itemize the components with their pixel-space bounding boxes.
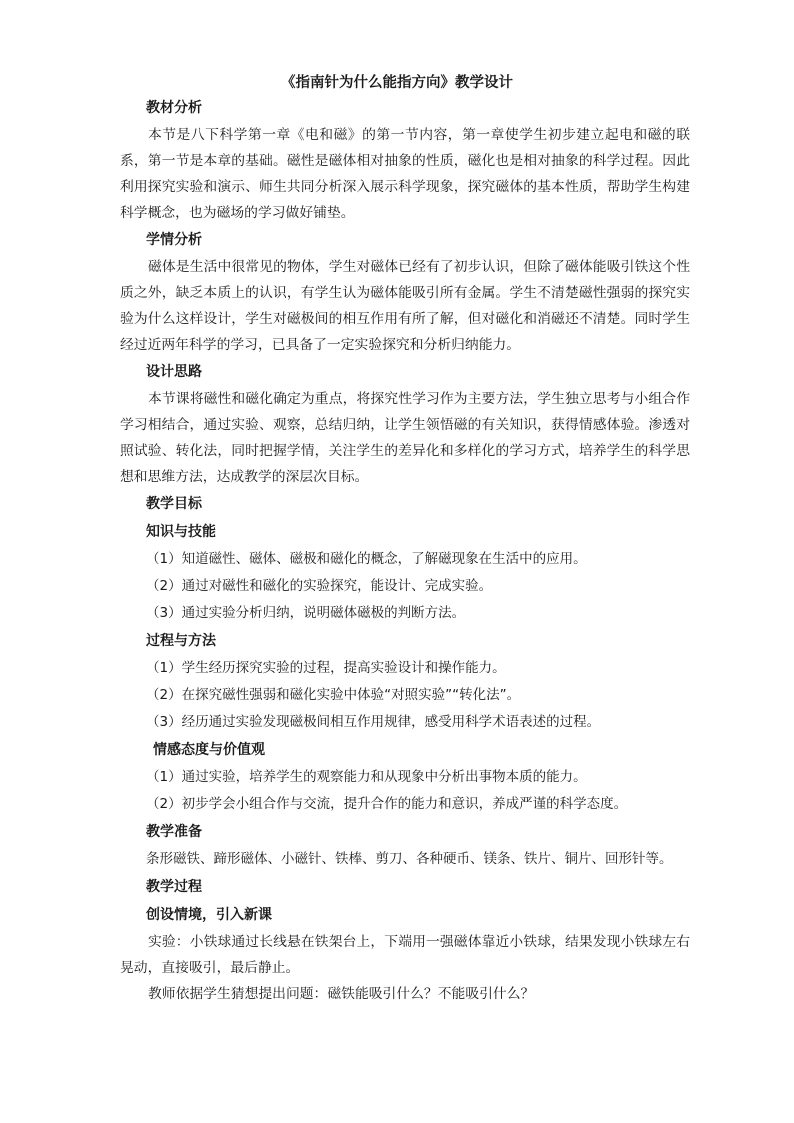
heading-textbook-analysis: 教材分析 bbox=[146, 100, 202, 116]
heading-teaching-goals: 教学目标 bbox=[146, 496, 202, 512]
preparation-materials: 条形磁铁、蹄形磁体、小磁针、铁棒、剪刀、各种硬币、镁条、铁片、铜片、回形针等。 bbox=[146, 851, 673, 867]
subheading-process-method: 过程与方法 bbox=[146, 633, 216, 649]
list-item: （3）经历通过实验发现磁极间相互作用规律，感受用科学术语表述的过程。 bbox=[146, 714, 601, 730]
design-idea-paragraph: 本节课将磁性和磁化确定为重点，将探究性学习作为主要方法，学生独立思考与小组合作学习相结合，通过实验、观察，总结归纳，让学生领悟磁的有关知识，获得情感体验。渗透对照试验、转化法，同时把握学情，关注学生的差异化和多样化的学习方式，培养学生的科学思想和思维方法，达成教学的深层次目标。 bbox=[120, 391, 690, 485]
list-item: （1）通过实验，培养学生的观察能力和从现象中分析出事物本质的能力。 bbox=[146, 769, 587, 785]
list-item: （2）在探究磁性强弱和磁化实验中体验“对照实验”“转化法”。 bbox=[146, 687, 521, 703]
list-item: （2）通过对磁性和磁化的实验探究，能设计、完成实验。 bbox=[146, 578, 493, 594]
list-item: （3）通过实验分析归纳，说明磁体磁极的判断方法。 bbox=[146, 605, 466, 621]
document-title: 《指南针为什么能指方向》教学设计 bbox=[281, 75, 513, 91]
list-item: （2）初步学会小组合作与交流，提升合作的能力和意识，养成严谨的科学态度。 bbox=[146, 796, 628, 812]
intro-experiment-paragraph: 实验：小铁球通过长线悬在铁架台上，下端用一强磁体靠近小铁球，结果发现小铁球左右晃动，直接吸引，最后静止。 bbox=[120, 934, 690, 976]
subheading-knowledge-skills: 知识与技能 bbox=[146, 524, 216, 540]
list-item: （1）学生经历探究实验的过程，提高实验设计和操作能力。 bbox=[146, 660, 506, 676]
textbook-analysis-paragraph: 本节是八下科学第一章《电和磁》的第一节内容，第一章使学生初步建立起电和磁的联系，第一节是本章的基础。磁性是磁体相对抽象的性质，磁化也是相对抽象的科学过程。因此利用探究实验和演示、师生共同分析深入展示科学现象，探究磁体的基本性质，帮助学生构建科学概念，也为磁场的学习做好铺垫。 bbox=[120, 127, 690, 221]
document-body bbox=[120, 94, 690, 1007]
intro-question-paragraph: 教师依据学生猜想提出问题：磁铁能吸引什么？不能吸引什么？ bbox=[148, 986, 535, 1002]
subheading-attitude-values: 情感态度与价值观 bbox=[153, 742, 265, 758]
subheading-intro: 创设情境，引入新课 bbox=[146, 907, 272, 923]
heading-preparation: 教学准备 bbox=[146, 824, 202, 840]
heading-student-analysis: 学情分析 bbox=[146, 232, 202, 248]
heading-design-idea: 设计思路 bbox=[146, 364, 202, 380]
heading-teaching-process: 教学过程 bbox=[146, 879, 202, 895]
list-item: （1）知道磁性、磁体、磁极和磁化的概念，了解磁现象在生活中的应用。 bbox=[146, 551, 587, 567]
student-analysis-paragraph: 磁体是生活中很常见的物体，学生对磁体已经有了初步认识，但除了磁体能吸引铁这个性质之外，缺乏本质上的认识，有学生认为磁体能吸引所有金属。学生不清楚磁性强弱的探究实验为什么这样设计，学生对磁极间的相互作用有所了解，但对磁化和消磁还不清楚。同时学生经过近两年科学的学习，已具备了一定实验探究和分析归纳能力。 bbox=[120, 259, 690, 353]
